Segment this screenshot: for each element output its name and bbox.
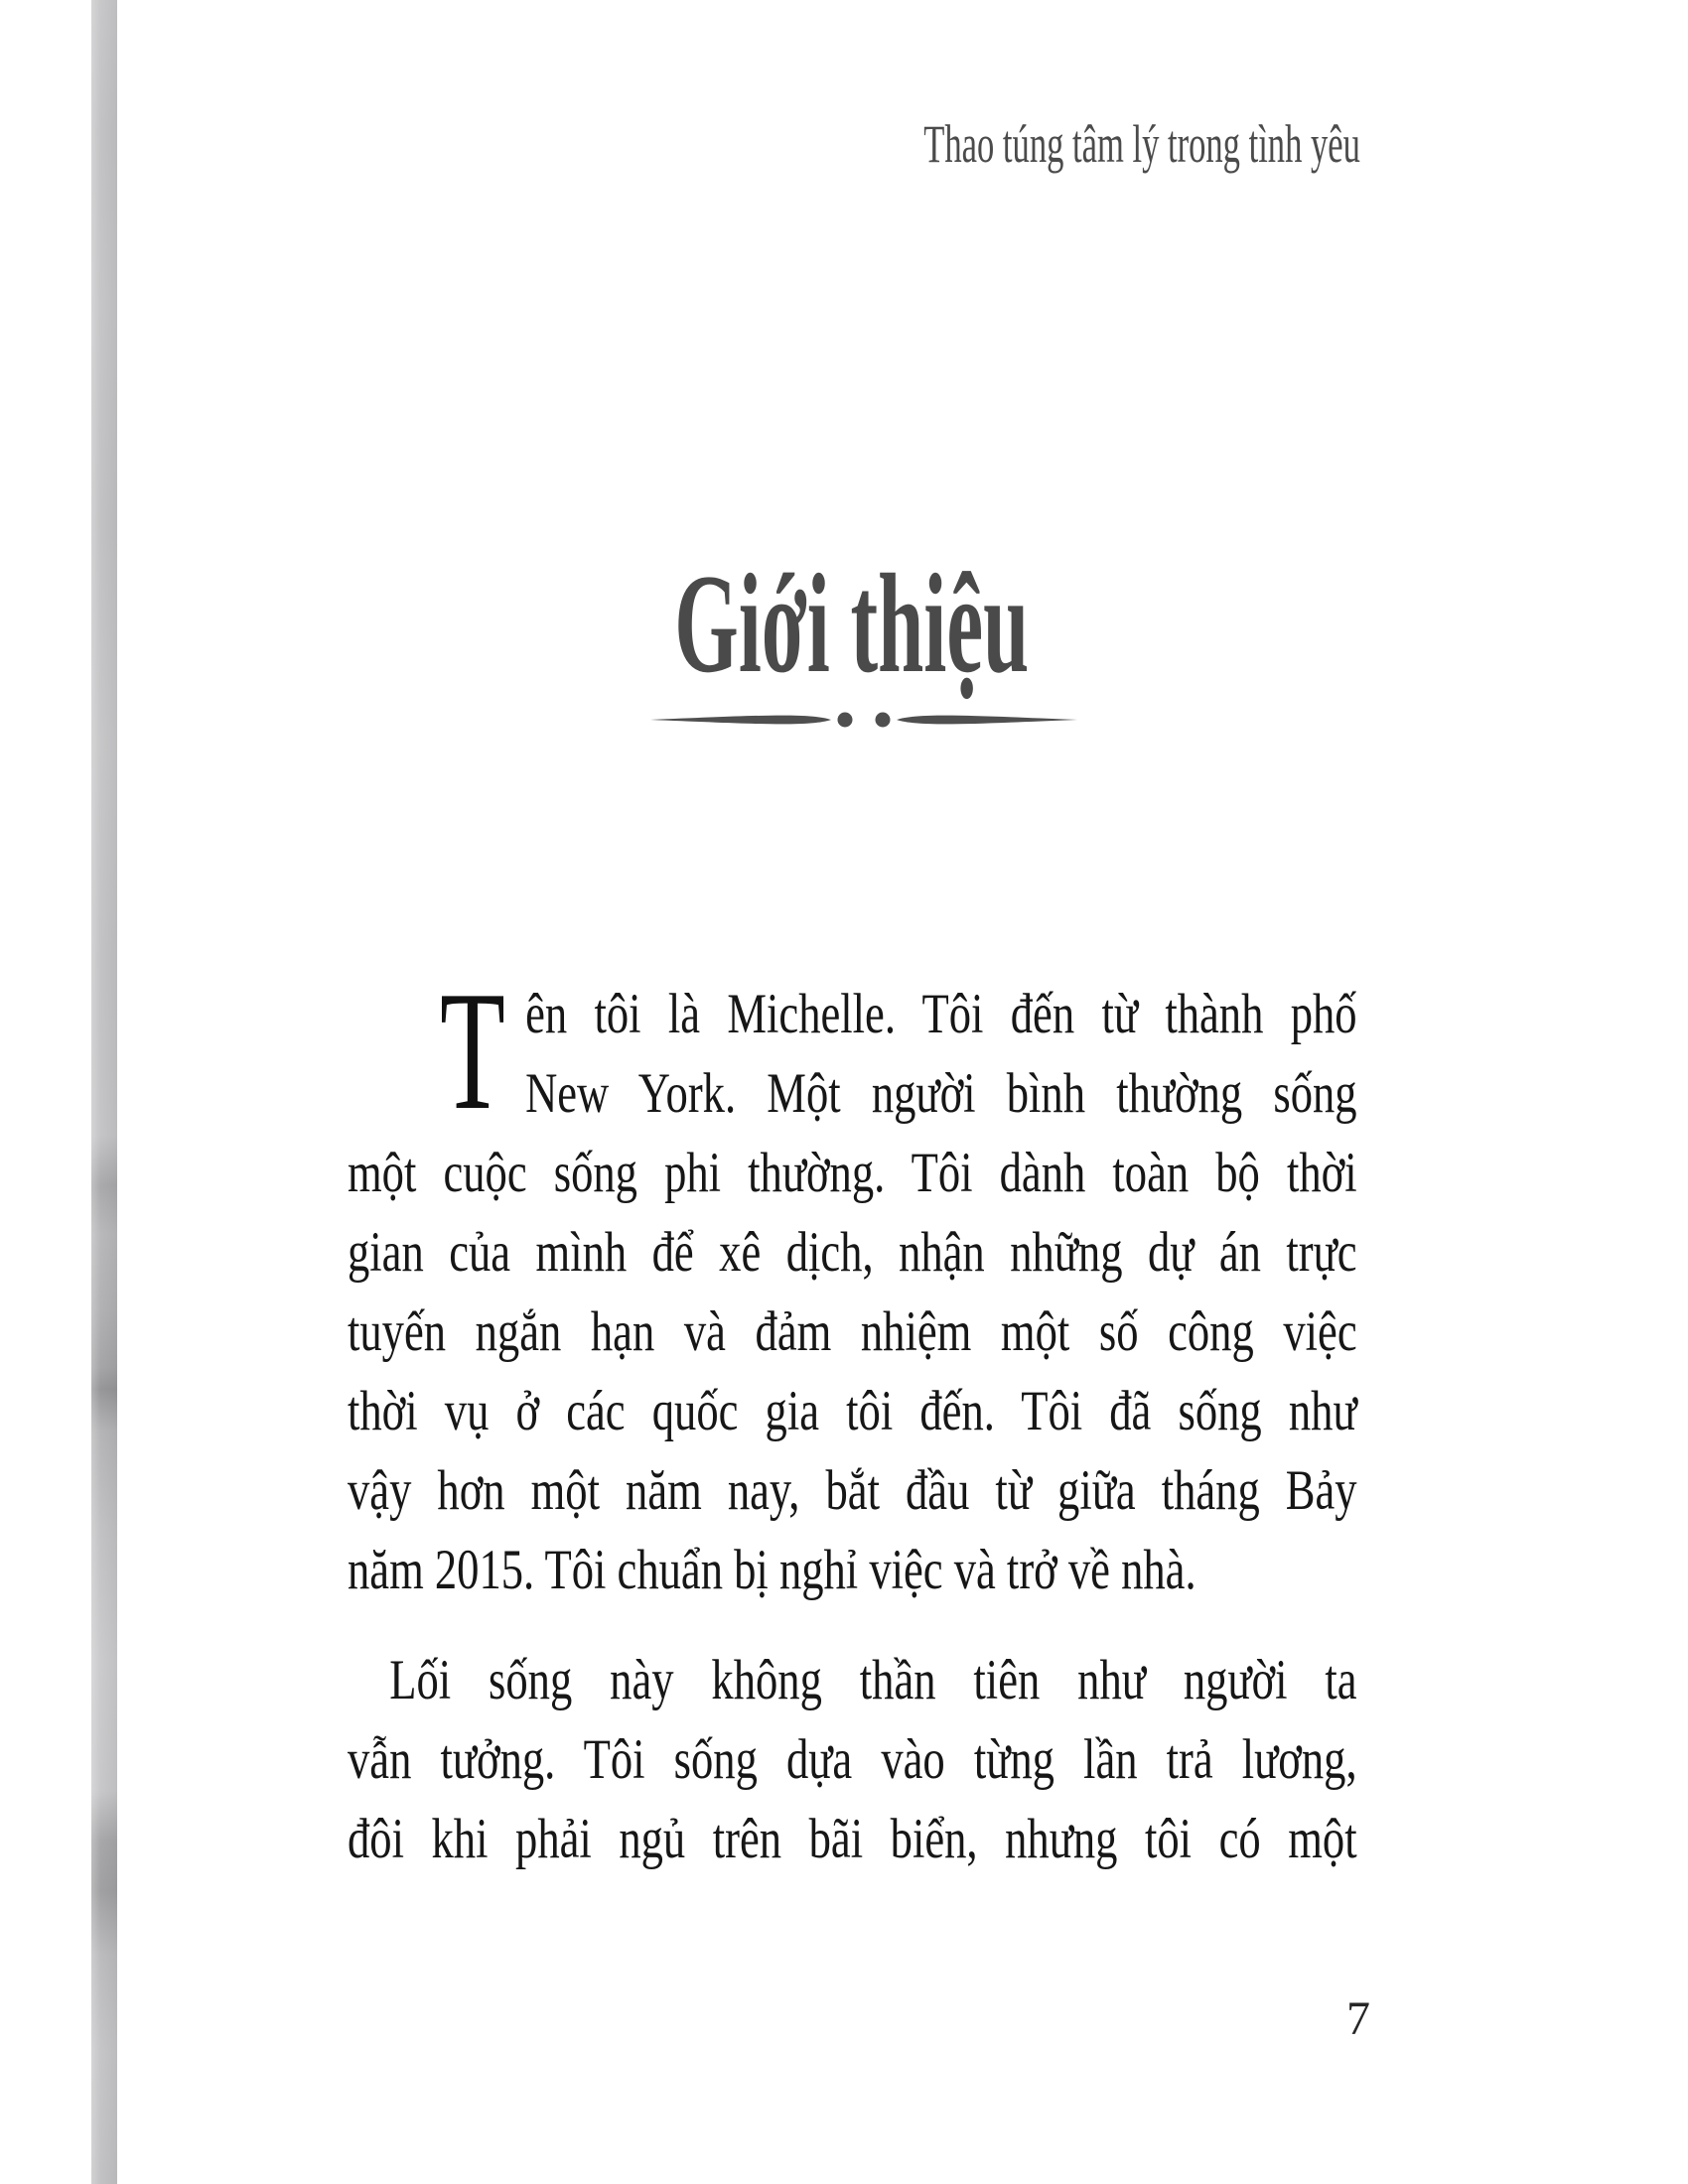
body-line: năm 2015. Tôi chuẩn bị nghỉ việc và trở về nhà.	[348, 1539, 1196, 1601]
body-line: ên tôi là Michelle. Tôi đến từ thành phố	[525, 983, 1357, 1045]
chapter-title	[348, 545, 1356, 702]
section-divider-ornament-icon	[650, 707, 1077, 733]
body-text	[348, 957, 1357, 1879]
chapter-title-text: Giới thiệu	[674, 545, 1030, 702]
body-line: thời vụ ở các quốc gia tôi đến. Tôi đã sống như	[348, 1380, 1357, 1442]
body-line: gian của mình để xê dịch, nhận những dự án trực	[348, 1221, 1357, 1284]
running-header-text: Thao túng tâm lý trong tình yêu	[923, 114, 1360, 174]
body-line: vậy hơn một năm nay, bắt đầu từ giữa tháng Bảy	[348, 1459, 1357, 1522]
body-line: New York. Một người bình thường sống	[525, 1062, 1357, 1125]
body-line: một cuộc sống phi thường. Tôi dành toàn bộ thời	[348, 1142, 1357, 1204]
body-line: Lối sống này không thần tiên như người ta	[389, 1649, 1357, 1711]
body-line: tuyến ngắn hạn và đảm nhiệm một số công việc	[348, 1300, 1357, 1363]
drop-cap-letter: T	[440, 957, 505, 1146]
body-line: đôi khi phải ngủ trên bãi biển, nhưng tôi có một	[348, 1808, 1357, 1870]
paragraph	[348, 957, 1357, 1610]
drop-cap	[440, 957, 517, 1146]
paragraph	[348, 1641, 1357, 1879]
page-edge-shadow	[91, 0, 117, 2184]
page-number: 7	[1346, 1992, 1370, 2045]
running-header	[678, 114, 1360, 174]
body-line: vẫn tưởng. Tôi sống dựa vào từng lần trả lương,	[348, 1728, 1357, 1791]
